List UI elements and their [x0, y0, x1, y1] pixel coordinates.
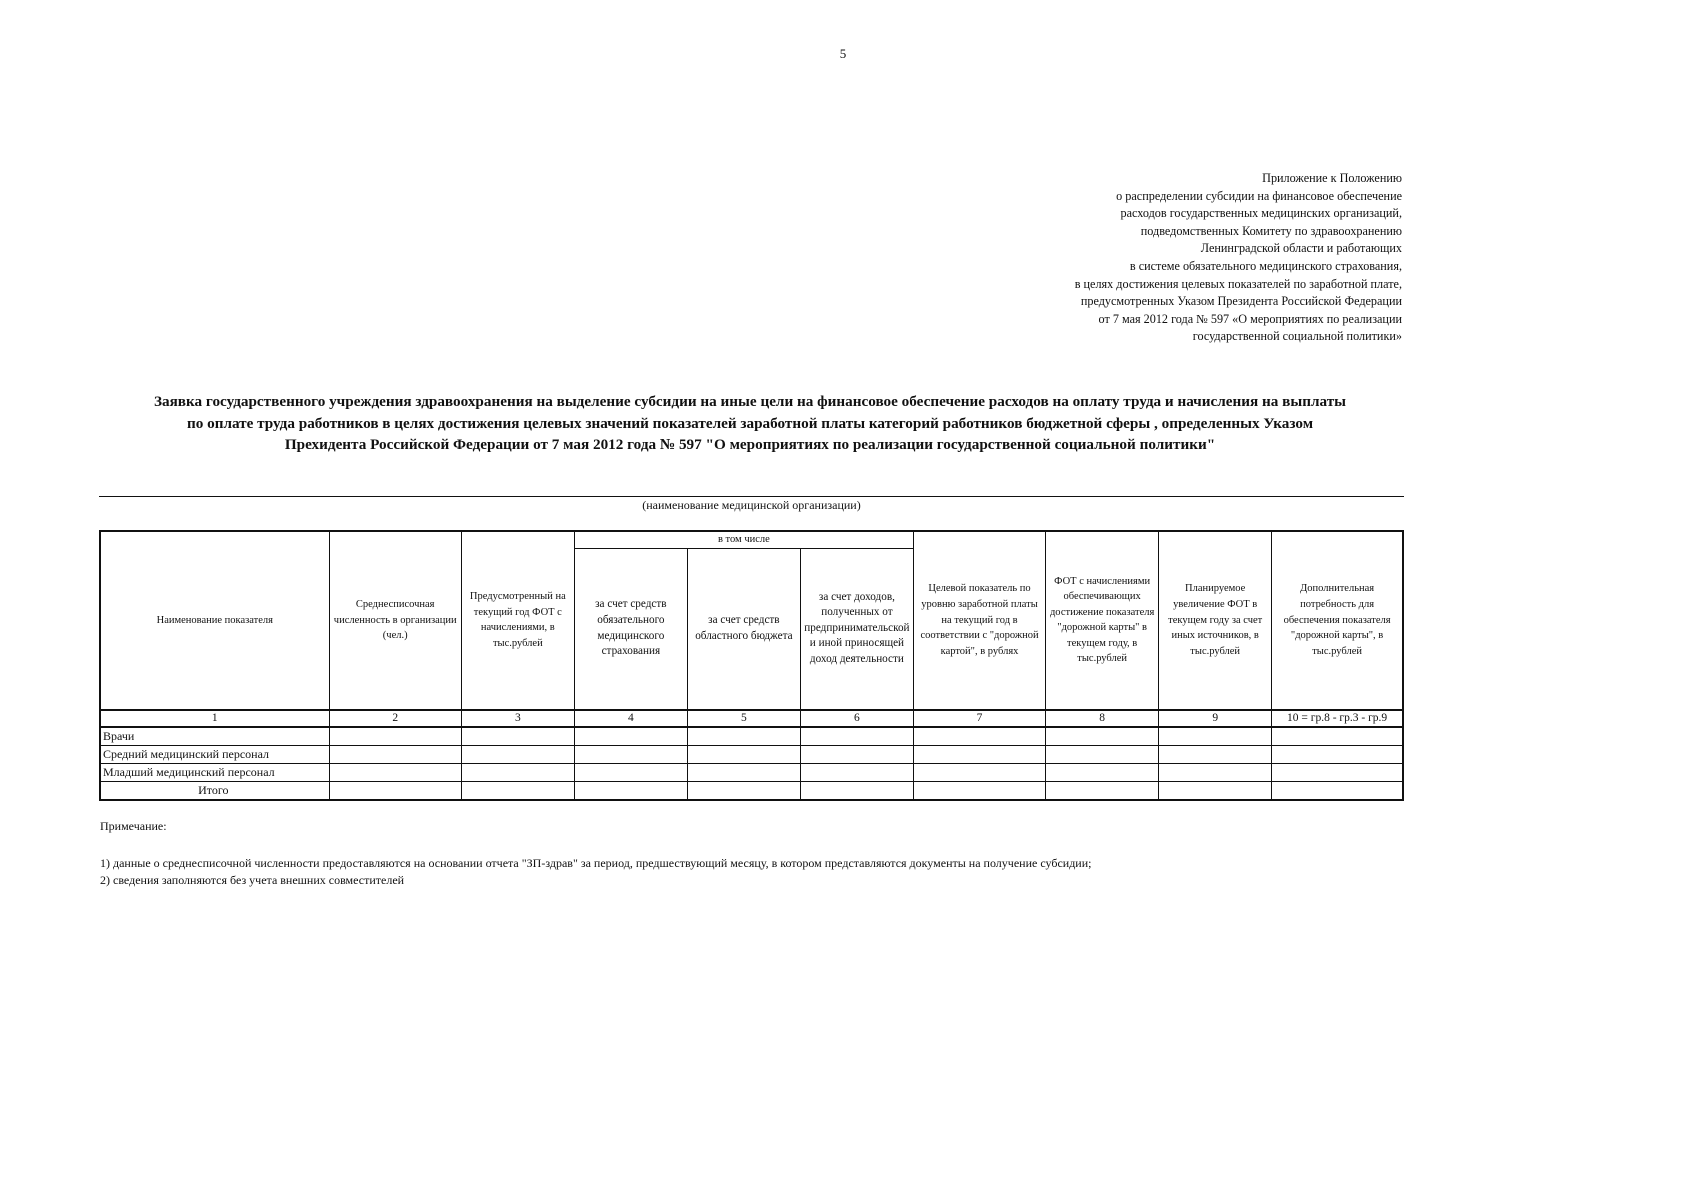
table-cell[interactable] [1272, 782, 1403, 801]
table-row-mid-staff [100, 746, 1403, 764]
table-cell[interactable] [329, 782, 461, 801]
table-row-total [100, 782, 1403, 801]
column-number: 6 [800, 710, 913, 728]
table-cell[interactable] [461, 782, 574, 801]
header-planned-increase: Планируемое увеличение ФОТ в текущем году за счет иных источников, в тыс.рублей [1159, 531, 1272, 710]
column-number: 5 [687, 710, 800, 728]
header-additional-need: Дополнительная потребность для обеспечения показателя "дорожной карты", в тыс.рублей [1272, 531, 1403, 710]
header-including: в том числе [574, 531, 913, 548]
row-label: Итого [100, 782, 329, 801]
column-number: 2 [329, 710, 461, 728]
table-cell[interactable] [800, 764, 913, 782]
table-cell[interactable] [687, 746, 800, 764]
table-cell[interactable] [461, 764, 574, 782]
header-target-salary: Целевой показатель по уровню заработной платы на текущий год в соответствии с "дорожной картой", в рублях [913, 531, 1045, 710]
table-cell[interactable] [687, 782, 800, 801]
table-cell[interactable] [1272, 727, 1403, 746]
table-cell[interactable] [329, 746, 461, 764]
table-cell[interactable] [800, 746, 913, 764]
appendix-line: подведомственных Комитету по здравоохранению [1140, 223, 1402, 238]
table-cell[interactable] [329, 764, 461, 782]
appendix-line: о распределении субсидии на финансовое обеспечение [1116, 188, 1402, 203]
table-cell[interactable] [1046, 764, 1159, 782]
notes-title: Примечание: [100, 819, 167, 833]
table-cell[interactable] [913, 782, 1045, 801]
table-cell[interactable] [1272, 764, 1403, 782]
header-regional-budget: за счет средств областного бюджета [687, 548, 800, 710]
table-row-junior-staff [100, 764, 1403, 782]
page-number: 5 [839, 46, 847, 61]
appendix-line: государственной социальной политики» [1192, 329, 1402, 344]
table-cell[interactable] [574, 746, 687, 764]
table-cell[interactable] [1046, 727, 1159, 746]
note-item: 1) данные о среднесписочной численности предоставляются на основании отчета "ЗП-здрав" за период, предшествующий месяцу, в котором представляются документы на получение субсидии; [100, 856, 1092, 870]
column-number: 8 [1046, 710, 1159, 728]
organization-name-line[interactable] [99, 496, 1404, 497]
table-row-doctors [100, 727, 1403, 746]
appendix-line: расходов государственных медицинских организаций, [1120, 206, 1402, 221]
table-cell[interactable] [913, 727, 1045, 746]
table-cell[interactable] [1046, 746, 1159, 764]
column-number: 4 [574, 710, 687, 728]
appendix-line: Ленинградской области и работающих [1200, 241, 1402, 256]
table-cell[interactable] [1159, 746, 1272, 764]
organization-caption: (наименование медицинской организации) [642, 498, 861, 512]
appendix-line: в целях достижения целевых показателей по заработной плате, [1074, 276, 1402, 291]
column-number: 10 = гр.8 - гр.3 - гр.9 [1272, 710, 1403, 728]
table-cell[interactable] [800, 727, 913, 746]
column-number: 1 [100, 710, 329, 728]
column-number: 3 [461, 710, 574, 728]
note-item: 2) сведения заполняются без учета внешних совместителей [100, 873, 405, 887]
title-line: по оплате труда работников в целях достижения целевых значений показателей заработной платы категорий работников бюджетной сферы , определенных Указом [186, 414, 1314, 432]
column-number: 9 [1159, 710, 1272, 728]
appendix-line: в системе обязательного медицинского страхования, [1129, 258, 1402, 273]
appendix-block [982, 170, 1402, 346]
table-cell[interactable] [1159, 764, 1272, 782]
title-line: Заявка государственного учреждения здравоохранения на выделение субсидии на иные цели на финансовое обеспечение расходов на оплату труда и начисления на выплаты [153, 393, 1347, 410]
table-cell[interactable] [461, 746, 574, 764]
appendix-line: Приложение к Положению [1262, 171, 1402, 185]
table-cell[interactable] [574, 764, 687, 782]
document-title [100, 391, 1400, 456]
title-line: Прехидента Российской Федерации от 7 мая 2012 года № 597 "О мероприятиях по реализации государственной социальной политики" [284, 436, 1216, 453]
table-cell[interactable] [461, 727, 574, 746]
appendix-line: от 7 мая 2012 года № 597 «О мероприятиях по реализации [1098, 311, 1402, 326]
header-planned-fot: Предусмотренный на текущий год ФОТ с начислениями, в тыс.рублей [461, 531, 574, 710]
notes-block [100, 818, 1091, 889]
table-cell[interactable] [1159, 727, 1272, 746]
header-oms: за счет средств обязательного медицинского страхования [574, 548, 687, 710]
table-cell[interactable] [1159, 782, 1272, 801]
row-label: Средний медицинский персонал [100, 746, 329, 764]
column-number-row [100, 710, 1403, 728]
table-cell[interactable] [687, 727, 800, 746]
table-cell[interactable] [913, 746, 1045, 764]
header-fot-achieving: ФОТ с начислениями обеспечивающих достижение показателя "дорожной карты" в текущем году, в тыс.рублей [1046, 531, 1159, 710]
row-label: Врачи [100, 727, 329, 746]
header-business-income: за счет доходов, полученных от предпринимательской и иной приносящей доход деятельности [800, 548, 913, 710]
table-cell[interactable] [800, 782, 913, 801]
table-cell[interactable] [329, 727, 461, 746]
table-cell[interactable] [687, 764, 800, 782]
table-cell[interactable] [574, 782, 687, 801]
table-cell[interactable] [913, 764, 1045, 782]
appendix-line: предусмотренных Указом Президента Российской Федерации [1080, 294, 1402, 309]
row-label: Младший медицинский персонал [100, 764, 329, 782]
table-cell[interactable] [574, 727, 687, 746]
table-cell[interactable] [1046, 782, 1159, 801]
subsidy-request-table [99, 530, 1404, 801]
table-cell[interactable] [1272, 746, 1403, 764]
header-indicator: Наименование показателя [100, 531, 329, 710]
header-avg-headcount: Среднесписочная численность в организации (чел.) [329, 531, 461, 710]
column-number: 7 [913, 710, 1045, 728]
